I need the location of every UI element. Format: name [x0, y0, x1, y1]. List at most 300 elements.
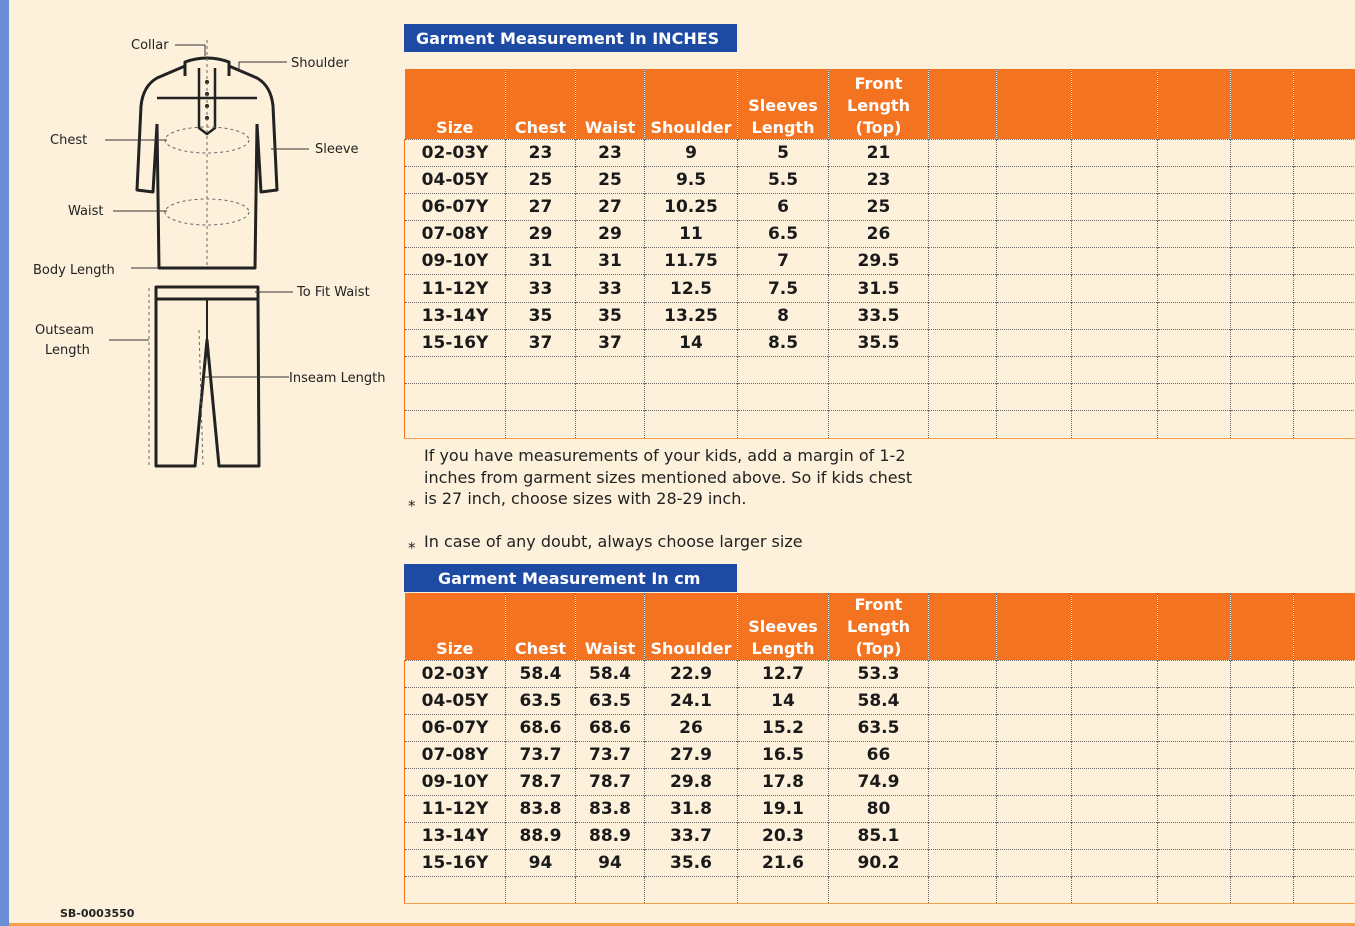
value-cell: 35.5 [829, 329, 929, 356]
empty-cell [1158, 714, 1231, 741]
table-row [405, 329, 1355, 356]
empty-cell [1158, 768, 1231, 795]
empty-cell [1231, 768, 1294, 795]
empty-cell [576, 411, 645, 438]
empty-cell [1231, 714, 1294, 741]
empty-header-cell [1294, 593, 1355, 660]
empty-cell [1158, 741, 1231, 768]
empty-cell [1231, 221, 1294, 248]
label-inseam-length: Inseam Length [289, 371, 386, 386]
label-sleeve: Sleeve [315, 142, 359, 157]
table-row [405, 166, 1355, 193]
column-header: Shoulder [645, 69, 738, 139]
value-cell: 20.3 [738, 823, 829, 850]
empty-cell [929, 384, 997, 411]
value-cell: 21 [829, 139, 929, 166]
empty-cell [1158, 221, 1231, 248]
value-cell: 63.5 [576, 687, 645, 714]
value-cell: 12.7 [738, 660, 829, 687]
empty-cell [997, 221, 1072, 248]
empty-cell [1072, 741, 1158, 768]
value-cell: 66 [829, 741, 929, 768]
empty-cell [1231, 823, 1294, 850]
empty-cell [997, 768, 1072, 795]
size-cell: 11-12Y [405, 275, 506, 302]
empty-cell [997, 248, 1072, 275]
empty-cell [929, 660, 997, 687]
size-cell: 02-03Y [405, 660, 506, 687]
kurta-pajama-illustration [9, 0, 409, 480]
empty-cell [1072, 714, 1158, 741]
empty-cell [1072, 795, 1158, 822]
note-margin-line3: is 27 inch, choose sizes with 28-29 inch. [424, 489, 747, 508]
value-cell: 94 [506, 850, 576, 877]
empty-cell [997, 166, 1072, 193]
empty-cell [738, 384, 829, 411]
empty-header-cell [929, 69, 997, 139]
empty-cell [997, 795, 1072, 822]
size-cell: 06-07Y [405, 193, 506, 220]
empty-cell [506, 384, 576, 411]
value-cell: 25 [576, 166, 645, 193]
value-cell: 23 [829, 166, 929, 193]
empty-cell [929, 302, 997, 329]
value-cell: 16.5 [738, 741, 829, 768]
value-cell: 5.5 [738, 166, 829, 193]
value-cell: 73.7 [576, 741, 645, 768]
empty-cell [1072, 193, 1158, 220]
empty-cell [1158, 823, 1231, 850]
empty-cell [929, 768, 997, 795]
value-cell: 26 [829, 221, 929, 248]
empty-cell [1072, 329, 1158, 356]
value-cell: 31 [576, 248, 645, 275]
value-cell: 33 [506, 275, 576, 302]
empty-cell [1158, 660, 1231, 687]
size-cell: 15-16Y [405, 329, 506, 356]
empty-cell [1158, 877, 1231, 904]
empty-cell [1072, 302, 1158, 329]
empty-cell [929, 411, 997, 438]
value-cell: 29.8 [645, 768, 738, 795]
value-cell: 27 [576, 193, 645, 220]
empty-cell [1231, 166, 1294, 193]
size-cell: 09-10Y [405, 248, 506, 275]
empty-cell [1158, 248, 1231, 275]
value-cell: 27.9 [645, 741, 738, 768]
empty-cell [1294, 877, 1355, 904]
value-cell: 11.75 [645, 248, 738, 275]
empty-cell [1158, 329, 1231, 356]
empty-cell [1158, 411, 1231, 438]
value-cell: 23 [506, 139, 576, 166]
column-header: Front Length (Top) [829, 69, 929, 139]
empty-cell [997, 139, 1072, 166]
note-margin [424, 445, 912, 510]
value-cell: 80 [829, 795, 929, 822]
empty-cell [929, 248, 997, 275]
table-row [405, 248, 1355, 275]
empty-cell [1231, 850, 1294, 877]
empty-cell [405, 384, 506, 411]
empty-header-cell [1294, 69, 1355, 139]
empty-cell [1294, 795, 1355, 822]
empty-cell [929, 166, 997, 193]
value-cell: 73.7 [506, 741, 576, 768]
value-cell: 29.5 [829, 248, 929, 275]
empty-header-cell [1231, 69, 1294, 139]
value-cell: 24.1 [645, 687, 738, 714]
empty-cell [1294, 302, 1355, 329]
value-cell: 68.6 [506, 714, 576, 741]
empty-cell [1231, 741, 1294, 768]
empty-cell [645, 411, 738, 438]
empty-cell [929, 221, 997, 248]
empty-cell [997, 660, 1072, 687]
value-cell: 26 [645, 714, 738, 741]
value-cell: 19.1 [738, 795, 829, 822]
empty-cell [405, 877, 506, 904]
empty-cell [1294, 714, 1355, 741]
column-header: Waist [576, 593, 645, 660]
empty-cell [506, 877, 576, 904]
value-cell: 33 [576, 275, 645, 302]
size-cell: 02-03Y [405, 139, 506, 166]
label-body-length: Body Length [33, 263, 115, 278]
value-cell: 17.8 [738, 768, 829, 795]
empty-cell [829, 357, 929, 384]
value-cell: 25 [829, 193, 929, 220]
header-row [405, 593, 1355, 660]
empty-cell [1294, 741, 1355, 768]
value-cell: 37 [576, 329, 645, 356]
value-cell: 37 [506, 329, 576, 356]
value-cell: 11 [645, 221, 738, 248]
value-cell: 35 [576, 302, 645, 329]
empty-cell [1294, 166, 1355, 193]
empty-cell [1158, 384, 1231, 411]
table-row [405, 768, 1355, 795]
value-cell: 27 [506, 193, 576, 220]
value-cell: 8.5 [738, 329, 829, 356]
empty-cell [1294, 221, 1355, 248]
empty-cell [929, 877, 997, 904]
empty-cell [997, 850, 1072, 877]
value-cell: 58.4 [506, 660, 576, 687]
empty-cell [1294, 248, 1355, 275]
value-cell: 88.9 [506, 823, 576, 850]
empty-header-cell [1231, 593, 1294, 660]
cm-measurement-table [404, 593, 1355, 904]
empty-cell [1072, 823, 1158, 850]
empty-cell [997, 714, 1072, 741]
column-header: Chest [506, 593, 576, 660]
value-cell: 14 [645, 329, 738, 356]
label-chest: Chest [50, 133, 88, 148]
value-cell: 13.25 [645, 302, 738, 329]
empty-cell [738, 877, 829, 904]
empty-cell [1231, 248, 1294, 275]
empty-cell [929, 823, 997, 850]
table-row [405, 823, 1355, 850]
empty-cell [1231, 660, 1294, 687]
empty-header-cell [1158, 69, 1231, 139]
empty-header-cell [997, 69, 1072, 139]
value-cell: 9.5 [645, 166, 738, 193]
value-cell: 6.5 [738, 221, 829, 248]
value-cell: 78.7 [576, 768, 645, 795]
column-header: Shoulder [645, 593, 738, 660]
header-row [405, 69, 1355, 139]
value-cell: 23 [576, 139, 645, 166]
empty-cell [997, 329, 1072, 356]
note-margin-line2: inches from garment sizes mentioned above. So if kids chest [424, 467, 913, 487]
value-cell: 7 [738, 248, 829, 275]
empty-cell [929, 714, 997, 741]
empty-cell [506, 411, 576, 438]
empty-cell [576, 877, 645, 904]
size-cell: 07-08Y [405, 221, 506, 248]
value-cell: 8 [738, 302, 829, 329]
empty-cell [997, 193, 1072, 220]
empty-cell [997, 384, 1072, 411]
value-cell: 6 [738, 193, 829, 220]
label-shoulder: Shoulder [291, 56, 349, 71]
column-header: Waist [576, 69, 645, 139]
empty-cell [1294, 411, 1355, 438]
empty-cell [1231, 384, 1294, 411]
empty-cell [1072, 166, 1158, 193]
empty-cell [929, 329, 997, 356]
size-cell: 09-10Y [405, 768, 506, 795]
table-row [405, 139, 1355, 166]
value-cell: 25 [506, 166, 576, 193]
empty-cell [997, 741, 1072, 768]
empty-cell [1072, 411, 1158, 438]
table-row [405, 877, 1355, 904]
empty-cell [1294, 139, 1355, 166]
empty-cell [997, 823, 1072, 850]
empty-cell [829, 384, 929, 411]
column-header: Sleeves Length [738, 593, 829, 660]
empty-cell [1158, 357, 1231, 384]
table-row [405, 193, 1355, 220]
empty-cell [1072, 221, 1158, 248]
empty-cell [997, 357, 1072, 384]
empty-cell [929, 741, 997, 768]
empty-cell [645, 357, 738, 384]
empty-cell [1231, 329, 1294, 356]
value-cell: 15.2 [738, 714, 829, 741]
empty-cell [1158, 166, 1231, 193]
empty-header-cell [997, 593, 1072, 660]
column-header: Front Length (Top) [829, 593, 929, 660]
empty-cell [929, 139, 997, 166]
value-cell: 7.5 [738, 275, 829, 302]
value-cell: 14 [738, 687, 829, 714]
table-row [405, 850, 1355, 877]
table-row [405, 660, 1355, 687]
value-cell: 58.4 [576, 660, 645, 687]
empty-cell [1158, 795, 1231, 822]
value-cell: 58.4 [829, 687, 929, 714]
value-cell: 90.2 [829, 850, 929, 877]
empty-cell [1072, 357, 1158, 384]
empty-cell [997, 687, 1072, 714]
empty-cell [1158, 275, 1231, 302]
empty-cell [1231, 687, 1294, 714]
empty-cell [1231, 302, 1294, 329]
empty-cell [1294, 357, 1355, 384]
cm-section-title: Garment Measurement In cm [404, 564, 737, 592]
empty-cell [1294, 384, 1355, 411]
empty-cell [1158, 139, 1231, 166]
table-row [405, 795, 1355, 822]
value-cell: 78.7 [506, 768, 576, 795]
value-cell: 31.5 [829, 275, 929, 302]
empty-cell [1158, 302, 1231, 329]
value-cell: 74.9 [829, 768, 929, 795]
value-cell: 35.6 [645, 850, 738, 877]
empty-cell [1294, 768, 1355, 795]
table-row [405, 302, 1355, 329]
empty-cell [997, 275, 1072, 302]
empty-cell [645, 877, 738, 904]
value-cell: 83.8 [576, 795, 645, 822]
empty-cell [929, 687, 997, 714]
empty-cell [997, 302, 1072, 329]
empty-cell [829, 411, 929, 438]
value-cell: 85.1 [829, 823, 929, 850]
empty-cell [1294, 329, 1355, 356]
empty-cell [1158, 850, 1231, 877]
value-cell: 63.5 [506, 687, 576, 714]
note-larger-size-bullet: * [408, 539, 416, 557]
table-row [405, 741, 1355, 768]
empty-cell [1294, 275, 1355, 302]
value-cell: 31 [506, 248, 576, 275]
empty-header-cell [1072, 593, 1158, 660]
size-cell: 04-05Y [405, 166, 506, 193]
table-row [405, 275, 1355, 302]
table-row [405, 411, 1355, 438]
value-cell: 35 [506, 302, 576, 329]
value-cell: 33.5 [829, 302, 929, 329]
empty-cell [576, 384, 645, 411]
value-cell: 21.6 [738, 850, 829, 877]
left-accent-strip [0, 0, 9, 926]
empty-cell [997, 411, 1072, 438]
label-outseam: Outseam [35, 323, 94, 338]
value-cell: 53.3 [829, 660, 929, 687]
value-cell: 68.6 [576, 714, 645, 741]
value-cell: 83.8 [506, 795, 576, 822]
empty-cell [1072, 660, 1158, 687]
value-cell: 22.9 [645, 660, 738, 687]
empty-cell [1294, 193, 1355, 220]
size-cell: 15-16Y [405, 850, 506, 877]
column-header: Size [405, 593, 506, 660]
value-cell: 29 [576, 221, 645, 248]
empty-cell [1158, 687, 1231, 714]
empty-cell [1072, 384, 1158, 411]
empty-cell [1294, 850, 1355, 877]
empty-cell [1294, 823, 1355, 850]
table-row [405, 687, 1355, 714]
empty-cell [1231, 275, 1294, 302]
table-row [405, 357, 1355, 384]
table-row [405, 714, 1355, 741]
note-larger-size: In case of any doubt, always choose larger size [424, 532, 803, 551]
value-cell: 29 [506, 221, 576, 248]
value-cell: 94 [576, 850, 645, 877]
size-cell: 13-14Y [405, 302, 506, 329]
inches-measurement-table [404, 69, 1355, 439]
empty-cell [645, 384, 738, 411]
empty-cell [929, 275, 997, 302]
empty-cell [1231, 877, 1294, 904]
empty-cell [1231, 193, 1294, 220]
table-row [405, 221, 1355, 248]
empty-cell [1294, 687, 1355, 714]
empty-header-cell [1158, 593, 1231, 660]
garment-diagram [9, 0, 409, 480]
note-margin-line1: If you have measurements of your kids, add a margin of 1-2 [424, 446, 906, 465]
empty-cell [929, 193, 997, 220]
column-header: Size [405, 69, 506, 139]
empty-cell [997, 877, 1072, 904]
empty-cell [1231, 357, 1294, 384]
size-cell: 06-07Y [405, 714, 506, 741]
size-cell: 04-05Y [405, 687, 506, 714]
column-header: Chest [506, 69, 576, 139]
empty-cell [1231, 411, 1294, 438]
empty-header-cell [929, 593, 997, 660]
label-outseam-length: Length [45, 343, 90, 358]
value-cell: 5 [738, 139, 829, 166]
empty-cell [929, 850, 997, 877]
empty-cell [738, 411, 829, 438]
empty-cell [576, 357, 645, 384]
table-row [405, 384, 1355, 411]
value-cell: 12.5 [645, 275, 738, 302]
empty-cell [1072, 687, 1158, 714]
note-margin-bullet: * [408, 497, 416, 515]
empty-cell [929, 357, 997, 384]
empty-cell [929, 795, 997, 822]
empty-cell [506, 357, 576, 384]
empty-cell [1072, 850, 1158, 877]
value-cell: 88.9 [576, 823, 645, 850]
empty-cell [405, 411, 506, 438]
value-cell: 10.25 [645, 193, 738, 220]
empty-cell [829, 877, 929, 904]
empty-cell [1072, 248, 1158, 275]
empty-cell [1231, 795, 1294, 822]
empty-cell [1231, 139, 1294, 166]
empty-cell [1072, 139, 1158, 166]
value-cell: 9 [645, 139, 738, 166]
empty-header-cell [1072, 69, 1158, 139]
value-cell: 31.8 [645, 795, 738, 822]
empty-cell [1072, 877, 1158, 904]
empty-cell [1072, 275, 1158, 302]
label-waist: Waist [68, 204, 104, 219]
inches-section-title: Garment Measurement In INCHES [404, 24, 737, 52]
size-cell: 13-14Y [405, 823, 506, 850]
value-cell: 63.5 [829, 714, 929, 741]
empty-cell [1294, 660, 1355, 687]
